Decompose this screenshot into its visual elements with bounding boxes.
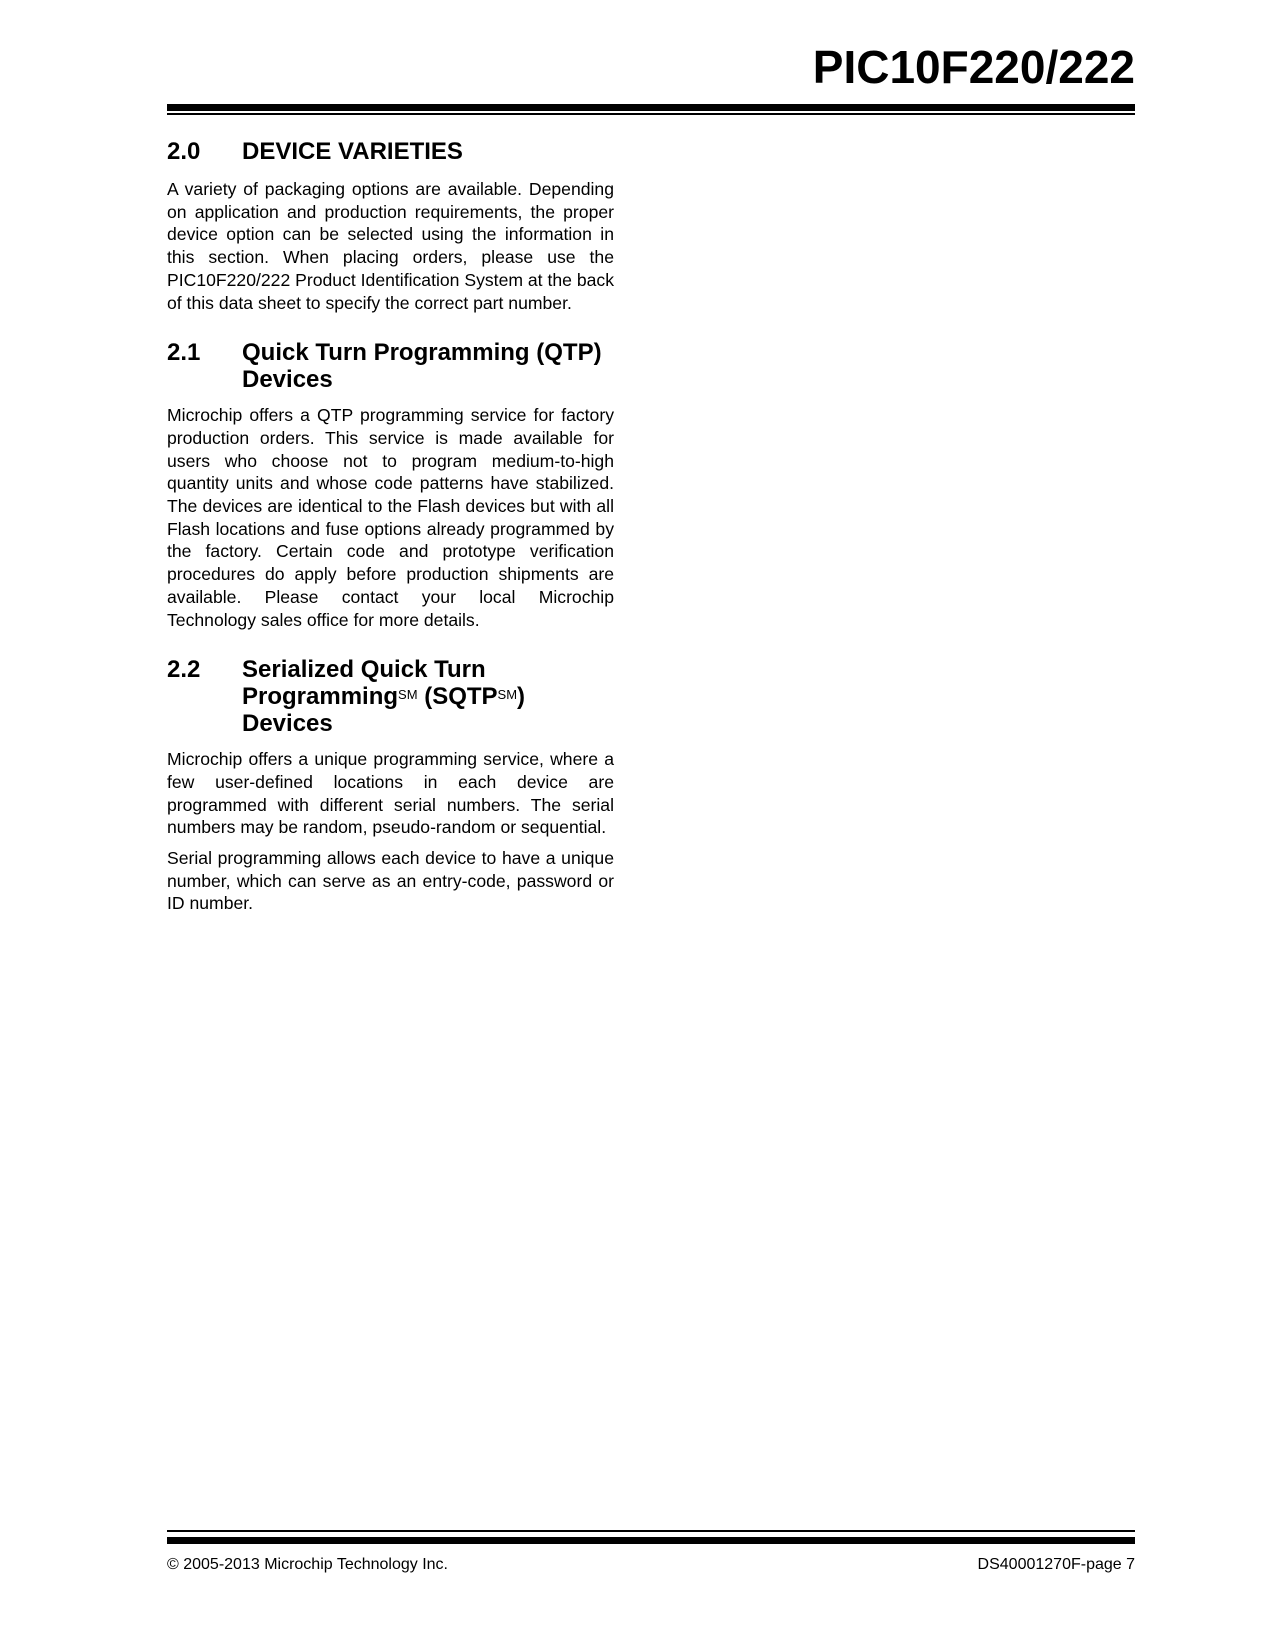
- content-column: [167, 138, 614, 915]
- header-rule-thin: [167, 113, 1135, 115]
- section-title: DEVICE VARIETIES: [242, 138, 463, 165]
- header-rule-thick: [167, 104, 1135, 111]
- section-heading-2-0: [167, 138, 614, 165]
- section-number: 2.0: [167, 138, 201, 165]
- section-heading-2-2: [167, 656, 614, 737]
- footer-copyright: © 2005-2013 Microchip Technology Inc.: [167, 1556, 448, 1573]
- section-2-2-paragraph-2: Serial programming allows each device to have a unique number, which can serve as an entry-code, password or ID number.: [167, 848, 614, 914]
- section-title-devices: ) Devices: [242, 683, 526, 738]
- section-2-0-paragraph: A variety of packaging options are available. Depending on application and production requirements, the proper device option can be selected using the information in this section. When placing orders, please use the PIC10F220/222 Product Identification System at the back of this data sheet to specify the correct part number.: [167, 179, 614, 313]
- footer-rule-thick: [167, 1537, 1135, 1544]
- section-2-2-paragraph-1: Microchip offers a unique programming service, where a few user-defined locations in each device are programmed with different serial numbers. The serial numbers may be random, pseudo-random or sequential.: [167, 749, 614, 838]
- document-title: PIC10F220/222: [812, 41, 1135, 93]
- section-title-sqtp: (SQTP: [417, 683, 498, 711]
- footer-page-reference: DS40001270F-page 7: [977, 1556, 1135, 1573]
- service-mark: SM: [497, 687, 518, 703]
- section-heading-2-1: [167, 339, 614, 393]
- section-title: Quick Turn Programming (QTP) Devices: [242, 339, 602, 394]
- section-title: [242, 656, 614, 737]
- section-title-programming: Programming: [242, 683, 399, 711]
- section-number: 2.2: [167, 656, 201, 684]
- section-number: 2.1: [167, 339, 201, 367]
- section-2-1-paragraph: Microchip offers a QTP programming service for factory production orders. This service is made available for users who choose not to program medium-to-high quantity units and whose code patterns have stabilized. The devices are identical to the Flash devices but with all Flash locations and fuse options already programmed by the factory. Certain code and prototype verification procedures do apply before production shipments are available. Please contact your local Microchip Technology sales office for more details.: [167, 405, 614, 630]
- footer-rule-thin: [167, 1530, 1135, 1532]
- section-title-line-1: Serialized Quick Turn: [242, 656, 486, 684]
- service-mark: SM: [398, 687, 418, 703]
